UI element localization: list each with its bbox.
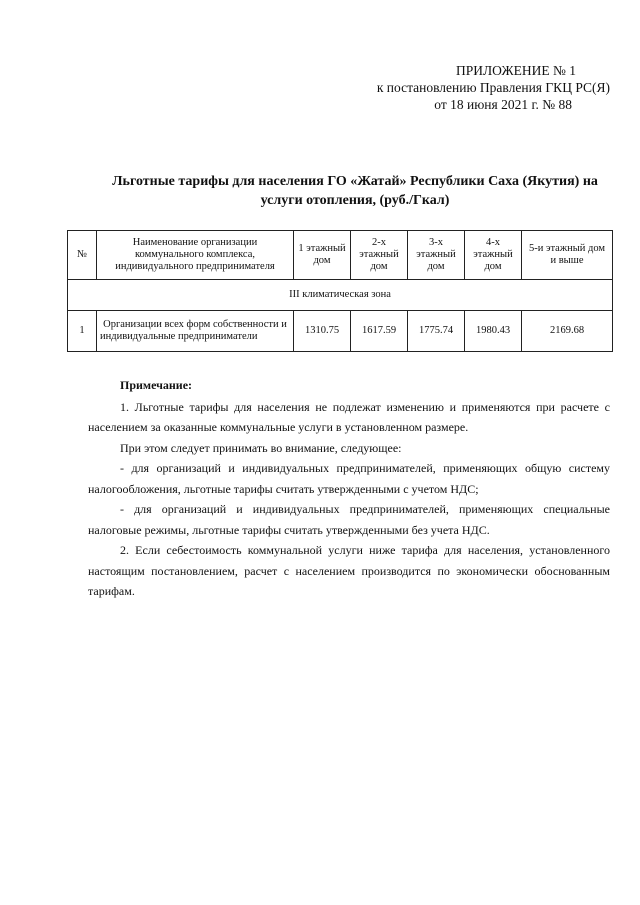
tariff-floors-3: 1775.74 — [408, 311, 465, 352]
header-floors-2: 2-х этажный дом — [351, 231, 408, 280]
note-paragraph-2: При этом следует принимать во внимание, следующее: — [120, 440, 402, 455]
tariff-floors-5: 2169.68 — [522, 311, 613, 352]
tariff-table — [67, 230, 613, 352]
header-number: № — [68, 231, 97, 280]
appendix-header — [377, 62, 610, 113]
header-floors-1: 1 этажный дом — [294, 231, 351, 280]
appendix-reference: к постановлению Правления ГКЦ РС(Я) — [376, 80, 610, 95]
appendix-number: ПРИЛОЖЕНИЕ № 1 — [455, 63, 576, 78]
header-organization: Наименование организации коммунального комплекса, индивидуального предпринимателя — [97, 231, 294, 280]
tariff-floors-2: 1617.59 — [351, 311, 408, 352]
tariff-floors-1: 1310.75 — [294, 311, 351, 352]
note-paragraph-5: 2. Если себестоимость коммунальной услуги ниже тарифа для населения, установленного настоящим постановлением, расчет с населением производится по экономически обоснованным тарифам. — [88, 543, 610, 598]
table-header-row — [68, 231, 613, 280]
zone-row — [68, 280, 613, 311]
tariff-floors-4: 1980.43 — [465, 311, 522, 352]
table-row — [68, 311, 613, 352]
row-organization: Организации всех форм собственности и индивидуальные предприниматели — [97, 311, 294, 352]
notes-heading: Примечание: — [120, 378, 193, 392]
header-floors-3: 3-х этажный дом — [408, 231, 465, 280]
row-number: 1 — [68, 311, 97, 352]
header-floors-5: 5-и этажный дом и выше — [522, 231, 613, 280]
note-paragraph-4: - для организаций и индивидуальных предпринимателей, применяющих специальные налоговые режимы, льготные тарифы считать утвержденными без учета НДС. — [88, 502, 610, 537]
header-floors-4: 4-х этажный дом — [465, 231, 522, 280]
climate-zone: III климатическая зона — [68, 280, 613, 311]
appendix-date: от 18 июня 2021 г. № 88 — [434, 97, 572, 112]
document-title: Льготные тарифы для населения ГО «Жатай» Республики Саха (Якутия) на услуги отопления, (руб./Гкал) — [112, 174, 598, 208]
notes-section — [88, 375, 610, 602]
note-paragraph-3: - для организаций и индивидуальных предпринимателей, применяющих общую систему налогообложения, льготные тарифы считать утвержденными с учетом НДС; — [88, 461, 610, 496]
note-paragraph-1: 1. Льготные тарифы для населения не подлежат изменению и применяются при расчете с населением за оказанные коммунальные услуги в установленном размере. — [88, 399, 610, 434]
